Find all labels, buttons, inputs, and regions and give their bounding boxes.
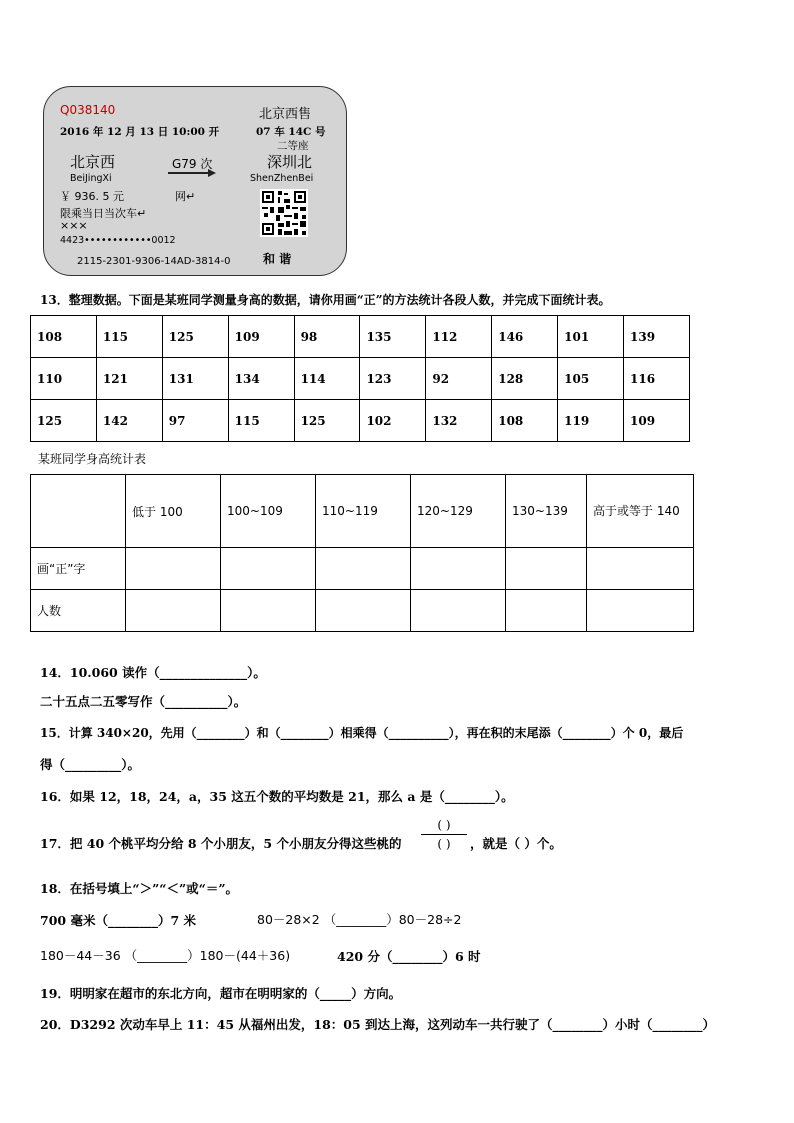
qr-code-icon: [260, 189, 308, 237]
question-18-b: 80－28×2 （________）80－28÷2: [257, 912, 462, 927]
ticket-channel: 网↵: [175, 190, 196, 203]
table-cell: 125: [162, 316, 228, 358]
question-15-line-2: 得（_________）。: [40, 757, 141, 772]
table-cell: 125: [31, 400, 97, 442]
arrow-right-icon: [168, 169, 216, 177]
table-cell: 102: [360, 400, 426, 442]
question-15-line-1: 15．计算 340×20，先用（________）和（________）相乘得（__________），再在积的末尾添（________）个 0，最后: [40, 726, 684, 740]
question-18-prompt: 18．在括号填上“＞”“＜”或“＝”。: [40, 881, 239, 896]
ticket-id-number: 4423••••••••••••0012: [60, 235, 176, 246]
table-header-cell: 110~119: [316, 475, 411, 548]
fraction-bar: [421, 834, 467, 835]
question-17-tail: ，就是（ ）个。: [470, 836, 562, 851]
table-cell: 146: [492, 316, 558, 358]
ticket-code: Q038140: [60, 103, 116, 117]
ticket-to: 深圳北: [267, 153, 313, 171]
ticket-serial: 2115-2301-9306-14AD-3814-0: [77, 256, 231, 267]
ticket-price: ￥ 936. 5 元: [60, 190, 124, 203]
table-cell: 114: [294, 358, 360, 400]
table-row: [31, 548, 694, 590]
ticket-brand: 和 谐: [263, 252, 292, 266]
question-18-c: 180－44－36 （________）180－(44＋36): [40, 948, 291, 963]
ticket-note: 限乘当日当次车↵: [60, 207, 147, 220]
table-cell: 128: [492, 358, 558, 400]
table-cell: 98: [294, 316, 360, 358]
table-cell: 116: [624, 358, 690, 400]
answer-cell[interactable]: [411, 548, 506, 590]
train-ticket: [43, 86, 347, 276]
table-cell: 115: [96, 316, 162, 358]
table-cell: 121: [96, 358, 162, 400]
table-cell: 97: [162, 400, 228, 442]
question-14-line-1: 14．10.060 读作（______________）。: [40, 665, 266, 680]
table-cell: 112: [426, 316, 492, 358]
answer-cell[interactable]: [587, 548, 694, 590]
table-cell: 109: [624, 400, 690, 442]
answer-cell[interactable]: [506, 548, 587, 590]
table-header-cell: 100~109: [221, 475, 316, 548]
table-row: [31, 400, 690, 442]
table-cell: 101: [558, 316, 624, 358]
ticket-from-pinyin: BeiJingXi: [70, 173, 112, 184]
table-row: [31, 316, 690, 358]
table-cell: 135: [360, 316, 426, 358]
table-header-cell: 130~139: [506, 475, 587, 548]
row-label-tally: 画“正”字: [31, 548, 126, 590]
ticket-seat-class: 二等座: [277, 140, 309, 152]
table-row: [31, 358, 690, 400]
question-16: 16．如果 12，18，24，a，35 这五个数的平均数是 21，那么 a 是（________）。: [40, 789, 514, 804]
table-row: [31, 475, 694, 548]
answer-cell[interactable]: [221, 590, 316, 632]
table-header-cell: [31, 475, 126, 548]
table-cell: 108: [31, 316, 97, 358]
question-19: 19．明明家在超市的东北方向，超市在明明家的（_____）方向。: [40, 986, 402, 1001]
ticket-to-pinyin: ShenZhenBei: [250, 173, 314, 184]
table-cell: 125: [294, 400, 360, 442]
answer-cell[interactable]: [411, 590, 506, 632]
question-18-a: 700 毫米（________）7 米: [40, 913, 196, 928]
question-17-text: 17．把 40 个桃平均分给 8 个小朋友，5 个小朋友分得这些桃的: [40, 836, 402, 851]
table-row: [31, 590, 694, 632]
table-cell: 105: [558, 358, 624, 400]
table-cell: 115: [228, 400, 294, 442]
table-header-cell: 120~129: [411, 475, 506, 548]
table-header-cell: 高于或等于 140: [587, 475, 694, 548]
answer-cell[interactable]: [221, 548, 316, 590]
height-data-table: [30, 315, 690, 442]
ticket-car-seat: 07 车 14C 号: [256, 126, 326, 138]
table-cell: 108: [492, 400, 558, 442]
table-cell: 132: [426, 400, 492, 442]
ticket-station-office: 北京西售: [259, 107, 312, 122]
answer-cell[interactable]: [316, 590, 411, 632]
table-cell: 131: [162, 358, 228, 400]
fraction-numerator: ( ): [437, 818, 451, 832]
statistics-table-title: 某班同学身高统计表: [38, 452, 147, 466]
table-cell: 139: [624, 316, 690, 358]
fraction-blank[interactable]: [421, 818, 467, 851]
answer-cell[interactable]: [316, 548, 411, 590]
table-cell: 142: [96, 400, 162, 442]
answer-cell[interactable]: [587, 590, 694, 632]
answer-cell[interactable]: [126, 548, 221, 590]
table-cell: 110: [31, 358, 97, 400]
table-cell: 119: [558, 400, 624, 442]
table-cell: 134: [228, 358, 294, 400]
question-13-prompt: 13．整理数据。下面是某班同学测量身高的数据，请你用画“正”的方法统计各段人数，并完成下面统计表。: [40, 293, 611, 307]
height-statistics-table: [30, 474, 694, 632]
table-cell: 109: [228, 316, 294, 358]
table-cell: 92: [426, 358, 492, 400]
ticket-train: G79 次: [172, 157, 213, 171]
ticket-datetime: 2016 年 12 月 13 日 10:00 开: [60, 126, 220, 138]
answer-cell[interactable]: [126, 590, 221, 632]
answer-cell[interactable]: [506, 590, 587, 632]
ticket-passenger-name: ×××: [60, 219, 88, 232]
ticket-from: 北京西: [70, 153, 116, 171]
question-14-line-2: 二十五点二五零写作（__________）。: [40, 694, 247, 709]
question-18-d: 420 分（________）6 时: [337, 949, 481, 964]
fraction-denominator: ( ): [437, 837, 451, 851]
table-header-cell: 低于 100: [126, 475, 221, 548]
row-label-count: 人数: [31, 590, 126, 632]
table-cell: 123: [360, 358, 426, 400]
question-20: 20．D3292 次动车早上 11：45 从福州出发，18：05 到达上海，这列动车一共行驶了（________）小时（________）: [40, 1017, 716, 1032]
